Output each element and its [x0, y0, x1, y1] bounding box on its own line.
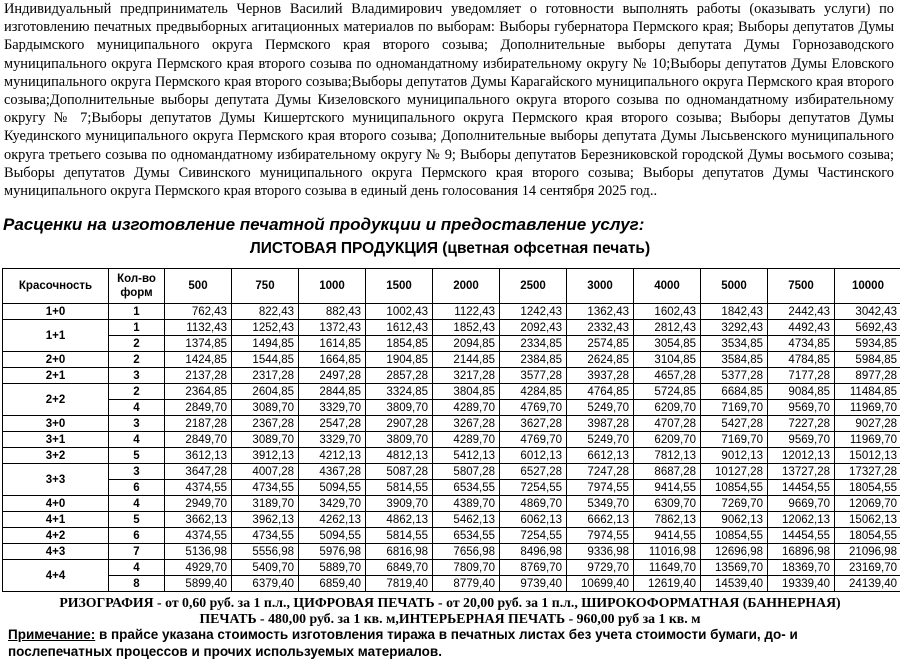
- price-cell: 3329,70: [299, 432, 366, 448]
- price-cell: 4492,43: [768, 320, 835, 336]
- price-cell: 1614,85: [299, 336, 366, 352]
- price-cell: 3267,28: [433, 416, 500, 432]
- price-cell: 13727,28: [768, 464, 835, 480]
- price-cell: 7809,70: [433, 560, 500, 576]
- price-cell: 3089,70: [232, 400, 299, 416]
- footer-services-line-2: ПЕЧАТЬ - 480,00 руб. за 1 кв. м,ИНТЕРЬЕРНАЯ ПЕЧАТЬ - 960,00 руб за 1 кв. м: [199, 611, 701, 626]
- price-cell: 7169,70: [701, 432, 768, 448]
- header-qty: 4000: [634, 269, 701, 304]
- price-cell: 9569,70: [768, 432, 835, 448]
- forms-cell: 2: [109, 384, 165, 400]
- price-cell: 6859,40: [299, 576, 366, 592]
- price-cell: 5349,70: [567, 496, 634, 512]
- price-cell: 8779,40: [433, 576, 500, 592]
- price-cell: 10854,55: [701, 528, 768, 544]
- price-cell: 12062,13: [768, 512, 835, 528]
- price-cell: 18054,55: [835, 480, 900, 496]
- forms-cell: 2: [109, 352, 165, 368]
- price-cell: 5556,98: [232, 544, 299, 560]
- price-cell: 5427,28: [701, 416, 768, 432]
- price-cell: 15012,13: [835, 448, 900, 464]
- price-cell: 4374,55: [165, 528, 232, 544]
- price-cell: 13569,70: [701, 560, 768, 576]
- price-cell: 5807,28: [433, 464, 500, 480]
- price-cell: 1002,43: [366, 304, 433, 320]
- price-cell: 3324,85: [366, 384, 433, 400]
- table-row: [3, 576, 900, 592]
- price-table: [2, 268, 900, 592]
- price-cell: 7177,28: [768, 368, 835, 384]
- price-cell: 8496,98: [500, 544, 567, 560]
- price-cell: 2384,85: [500, 352, 567, 368]
- color-cell: 1+0: [3, 304, 109, 320]
- price-cell: 7254,55: [500, 480, 567, 496]
- price-cell: 6527,28: [500, 464, 567, 480]
- price-cell: 9084,85: [768, 384, 835, 400]
- color-cell: 4+1: [3, 512, 109, 528]
- price-cell: 8769,70: [500, 560, 567, 576]
- price-cell: 15062,13: [835, 512, 900, 528]
- price-cell: 2849,70: [165, 432, 232, 448]
- note-label: Примечание:: [8, 627, 96, 642]
- price-cell: 6534,55: [433, 480, 500, 496]
- price-cell: 2092,43: [500, 320, 567, 336]
- price-cell: 4707,28: [634, 416, 701, 432]
- price-cell: 6012,13: [500, 448, 567, 464]
- price-cell: 5094,55: [299, 528, 366, 544]
- price-cell: 2857,28: [366, 368, 433, 384]
- price-cell: 1132,43: [165, 320, 232, 336]
- price-cell: 2187,28: [165, 416, 232, 432]
- table-row: [3, 480, 900, 496]
- color-cell: 4+3: [3, 544, 109, 560]
- price-cell: 7247,28: [567, 464, 634, 480]
- price-cell: 1374,85: [165, 336, 232, 352]
- note-text: в прайсе указана стоимость изготовления тиража в печатных листах без учета стоимости бумаги, до- и послепечатных процессов и прочих используемых материалов.: [8, 627, 798, 659]
- price-cell: 8687,28: [634, 464, 701, 480]
- price-cell: 3104,85: [634, 352, 701, 368]
- price-cell: 3612,13: [165, 448, 232, 464]
- price-cell: 5984,85: [835, 352, 900, 368]
- price-cell: 2907,28: [366, 416, 433, 432]
- price-cell: 7862,13: [634, 512, 701, 528]
- color-cell: 1+1: [3, 320, 109, 352]
- price-cell: 1122,43: [433, 304, 500, 320]
- intro-paragraph: Индивидуальный предприниматель Чернов Василий Владимирович уведомляет о готовности выполнять работы (оказывать услуги) по изготовлению печатных предвыборных агитационных материалов по выборам: Выборы губернатора Пермского края; Выборы депутатов Думы Бардымского муниципального округа Пермского края второго созыва; Дополнительные выборы депутата Думы Горнозаводского муниципального округа Пермского края второго созыва по одномандатному избирательному округу № 10;Выборы депутатов Думы Еловского муниципального округа Пермского края второго созыва;Выборы депутатов Думы Карагайского муниципального округа Пермского края второго созыва;Дополнительные выборы депутата Думы Кизеловского муниципального округа второго созыва по одномандатному избирательному округу № 7;Выборы депутатов Думы Кишертского муниципального округа Пермского края второго созыва; Выборы депутатов Думы Куединского муниципального округа Пермского края второго созыва; Дополнительные выборы депутата Думы Лысьвенского муниципального округа третьего созыва по одномандатному избирательному округу № 9; Выборы депутатов Березниковской городской Думы восьмого созыва; Выборы депутатов Думы Сивинского муниципального округа Пермского края второго созыва; Выборы депутатов Думы Частинского муниципального округа Пермского края второго созыва в единый день голосования 14 сентября 2025 год..: [4, 1, 894, 200]
- forms-cell: 2: [109, 336, 165, 352]
- price-cell: 2497,28: [299, 368, 366, 384]
- price-cell: 6534,55: [433, 528, 500, 544]
- price-cell: 5814,55: [366, 480, 433, 496]
- price-cell: 5899,40: [165, 576, 232, 592]
- forms-cell: 3: [109, 416, 165, 432]
- price-cell: 9739,40: [500, 576, 567, 592]
- price-cell: 2334,85: [500, 336, 567, 352]
- price-cell: 16896,98: [768, 544, 835, 560]
- price-cell: 19339,40: [768, 576, 835, 592]
- price-cell: 3217,28: [433, 368, 500, 384]
- price-cell: 2812,43: [634, 320, 701, 336]
- header-qty: 2000: [433, 269, 500, 304]
- price-cell: 1602,43: [634, 304, 701, 320]
- price-cell: 1852,43: [433, 320, 500, 336]
- table-row: [3, 496, 900, 512]
- price-cell: 23169,70: [835, 560, 900, 576]
- price-cell: 9027,28: [835, 416, 900, 432]
- price-cell: 11016,98: [634, 544, 701, 560]
- price-cell: 7974,55: [567, 528, 634, 544]
- price-cell: 2849,70: [165, 400, 232, 416]
- price-cell: 4657,28: [634, 368, 701, 384]
- price-cell: 3292,43: [701, 320, 768, 336]
- price-cell: 5087,28: [366, 464, 433, 480]
- price-cell: 5462,13: [433, 512, 500, 528]
- price-cell: 1854,85: [366, 336, 433, 352]
- color-cell: 4+0: [3, 496, 109, 512]
- price-cell: 10854,55: [701, 480, 768, 496]
- price-cell: 3909,70: [366, 496, 433, 512]
- price-cell: 1842,43: [701, 304, 768, 320]
- price-cell: 9012,13: [701, 448, 768, 464]
- table-row: [3, 432, 900, 448]
- price-cell: 18054,55: [835, 528, 900, 544]
- price-cell: 4212,13: [299, 448, 366, 464]
- price-cell: 11649,70: [634, 560, 701, 576]
- price-cell: 5976,98: [299, 544, 366, 560]
- header-qty: 3000: [567, 269, 634, 304]
- price-cell: 12012,13: [768, 448, 835, 464]
- price-cell: 3809,70: [366, 432, 433, 448]
- price-cell: 5889,70: [299, 560, 366, 576]
- table-row: [3, 336, 900, 352]
- price-cell: 3987,28: [567, 416, 634, 432]
- table-row: [3, 400, 900, 416]
- price-cell: 3042,43: [835, 304, 900, 320]
- price-cell: 2332,43: [567, 320, 634, 336]
- price-cell: 2094,85: [433, 336, 500, 352]
- price-cell: 11969,70: [835, 432, 900, 448]
- price-cell: 2364,85: [165, 384, 232, 400]
- price-cell: 10127,28: [701, 464, 768, 480]
- table-row: [3, 560, 900, 576]
- price-cell: 6379,40: [232, 576, 299, 592]
- price-cell: 4769,70: [500, 432, 567, 448]
- price-cell: 1494,85: [232, 336, 299, 352]
- price-cell: 4734,85: [768, 336, 835, 352]
- table-row: [3, 512, 900, 528]
- price-cell: 14539,40: [701, 576, 768, 592]
- price-subheading: ЛИСТОВАЯ ПРОДУКЦИЯ (цветная офсетная печать): [249, 240, 651, 257]
- color-cell: 2+0: [3, 352, 109, 368]
- price-cell: 3329,70: [299, 400, 366, 416]
- price-cell: 3054,85: [634, 336, 701, 352]
- price-cell: 3662,13: [165, 512, 232, 528]
- forms-cell: 3: [109, 464, 165, 480]
- price-cell: 822,43: [232, 304, 299, 320]
- color-cell: 2+1: [3, 368, 109, 384]
- price-cell: 9414,55: [634, 480, 701, 496]
- price-cell: 6612,13: [567, 448, 634, 464]
- price-cell: 24139,40: [835, 576, 900, 592]
- price-cell: 2367,28: [232, 416, 299, 432]
- price-cell: 3584,85: [701, 352, 768, 368]
- table-row: [3, 352, 900, 368]
- forms-cell: 5: [109, 512, 165, 528]
- header-qty: 10000: [835, 269, 900, 304]
- price-cell: 14454,55: [768, 480, 835, 496]
- price-cell: 2442,43: [768, 304, 835, 320]
- price-cell: 2144,85: [433, 352, 500, 368]
- price-cell: 10699,40: [567, 576, 634, 592]
- price-cell: 2624,85: [567, 352, 634, 368]
- price-cell: 4374,55: [165, 480, 232, 496]
- forms-cell: 3: [109, 368, 165, 384]
- price-cell: 1242,43: [500, 304, 567, 320]
- price-cell: 6062,13: [500, 512, 567, 528]
- price-cell: 9569,70: [768, 400, 835, 416]
- price-cell: 5934,85: [835, 336, 900, 352]
- price-cell: 4734,55: [232, 528, 299, 544]
- price-cell: 3089,70: [232, 432, 299, 448]
- price-cell: 2137,28: [165, 368, 232, 384]
- forms-cell: 4: [109, 560, 165, 576]
- price-cell: 3577,28: [500, 368, 567, 384]
- color-cell: 3+1: [3, 432, 109, 448]
- table-row: [3, 544, 900, 560]
- color-cell: 2+2: [3, 384, 109, 416]
- price-cell: 5249,70: [567, 432, 634, 448]
- price-cell: 12619,40: [634, 576, 701, 592]
- forms-cell: 6: [109, 480, 165, 496]
- price-cell: 4262,13: [299, 512, 366, 528]
- price-cell: 3962,13: [232, 512, 299, 528]
- price-cell: 5249,70: [567, 400, 634, 416]
- price-cell: 1372,43: [299, 320, 366, 336]
- price-cell: 6209,70: [634, 400, 701, 416]
- price-cell: 18369,70: [768, 560, 835, 576]
- price-cell: 4812,13: [366, 448, 433, 464]
- price-cell: 9729,70: [567, 560, 634, 576]
- price-cell: 11969,70: [835, 400, 900, 416]
- table-row: [3, 368, 900, 384]
- table-row: [3, 416, 900, 432]
- price-cell: 7254,55: [500, 528, 567, 544]
- forms-cell: 7: [109, 544, 165, 560]
- forms-cell: 1: [109, 304, 165, 320]
- price-cell: 9336,98: [567, 544, 634, 560]
- price-cell: 6309,70: [634, 496, 701, 512]
- price-cell: 4784,85: [768, 352, 835, 368]
- table-row: [3, 528, 900, 544]
- header-qty: 1500: [366, 269, 433, 304]
- price-cell: 2317,28: [232, 368, 299, 384]
- price-cell: 5692,43: [835, 320, 900, 336]
- forms-cell: 8: [109, 576, 165, 592]
- price-cell: 9669,70: [768, 496, 835, 512]
- price-cell: 3809,70: [366, 400, 433, 416]
- price-cell: 2949,70: [165, 496, 232, 512]
- header-forms: Кол-во форм: [109, 269, 165, 304]
- price-cell: 5724,85: [634, 384, 701, 400]
- price-cell: 9414,55: [634, 528, 701, 544]
- header-qty: 750: [232, 269, 299, 304]
- price-cell: 12696,98: [701, 544, 768, 560]
- price-cell: 7227,28: [768, 416, 835, 432]
- price-cell: 3647,28: [165, 464, 232, 480]
- price-cell: 5412,13: [433, 448, 500, 464]
- price-table-body: [3, 304, 900, 592]
- price-cell: 1252,43: [232, 320, 299, 336]
- price-cell: 4289,70: [433, 432, 500, 448]
- price-cell: 882,43: [299, 304, 366, 320]
- table-row: [3, 448, 900, 464]
- header-qty: 7500: [768, 269, 835, 304]
- color-cell: 3+3: [3, 464, 109, 496]
- price-cell: 4734,55: [232, 480, 299, 496]
- price-cell: 6816,98: [366, 544, 433, 560]
- header-qty: 1000: [299, 269, 366, 304]
- price-cell: 4769,70: [500, 400, 567, 416]
- price-cell: 1544,85: [232, 352, 299, 368]
- price-cell: 762,43: [165, 304, 232, 320]
- price-cell: 6662,13: [567, 512, 634, 528]
- price-cell: 7269,70: [701, 496, 768, 512]
- price-cell: 21096,98: [835, 544, 900, 560]
- price-cell: 2844,85: [299, 384, 366, 400]
- price-cell: 3627,28: [500, 416, 567, 432]
- price-cell: 4764,85: [567, 384, 634, 400]
- price-cell: 1424,85: [165, 352, 232, 368]
- price-cell: 4929,70: [165, 560, 232, 576]
- table-row: [3, 384, 900, 400]
- price-cell: 2574,85: [567, 336, 634, 352]
- price-cell: 4284,85: [500, 384, 567, 400]
- price-cell: 4389,70: [433, 496, 500, 512]
- header-color: Красочность: [3, 269, 109, 304]
- price-cell: 3534,85: [701, 336, 768, 352]
- price-cell: 1904,85: [366, 352, 433, 368]
- price-cell: 1362,43: [567, 304, 634, 320]
- color-cell: 4+2: [3, 528, 109, 544]
- price-cell: 5377,28: [701, 368, 768, 384]
- price-cell: 1664,85: [299, 352, 366, 368]
- table-row: [3, 320, 900, 336]
- price-cell: 9062,13: [701, 512, 768, 528]
- price-cell: 7169,70: [701, 400, 768, 416]
- price-cell: 3429,70: [299, 496, 366, 512]
- price-cell: 4862,13: [366, 512, 433, 528]
- forms-cell: 4: [109, 400, 165, 416]
- table-header-row: [3, 269, 900, 304]
- price-cell: 11484,85: [835, 384, 900, 400]
- price-cell: 4367,28: [299, 464, 366, 480]
- forms-cell: 4: [109, 496, 165, 512]
- price-cell: 7819,40: [366, 576, 433, 592]
- forms-cell: 4: [109, 432, 165, 448]
- price-cell: 6209,70: [634, 432, 701, 448]
- price-cell: 7812,13: [634, 448, 701, 464]
- price-cell: 7656,98: [433, 544, 500, 560]
- color-cell: 4+4: [3, 560, 109, 592]
- price-cell: 3937,28: [567, 368, 634, 384]
- price-cell: 1612,43: [366, 320, 433, 336]
- price-cell: 4289,70: [433, 400, 500, 416]
- price-cell: 4869,70: [500, 496, 567, 512]
- color-cell: 3+2: [3, 448, 109, 464]
- price-cell: 6849,70: [366, 560, 433, 576]
- price-cell: 3189,70: [232, 496, 299, 512]
- header-qty: 500: [165, 269, 232, 304]
- price-cell: 8977,28: [835, 368, 900, 384]
- price-cell: 5136,98: [165, 544, 232, 560]
- price-cell: 6684,85: [701, 384, 768, 400]
- price-cell: 5814,55: [366, 528, 433, 544]
- table-row: [3, 464, 900, 480]
- forms-cell: 6: [109, 528, 165, 544]
- table-row: [3, 304, 900, 320]
- price-cell: 5094,55: [299, 480, 366, 496]
- color-cell: 3+0: [3, 416, 109, 432]
- price-heading: Расценки на изготовление печатной продукции и предоставление услуг:: [3, 215, 645, 234]
- price-cell: 3912,13: [232, 448, 299, 464]
- forms-cell: 1: [109, 320, 165, 336]
- price-cell: 5409,70: [232, 560, 299, 576]
- price-cell: 17327,28: [835, 464, 900, 480]
- price-cell: 2604,85: [232, 384, 299, 400]
- price-cell: 7974,55: [567, 480, 634, 496]
- price-cell: 4007,28: [232, 464, 299, 480]
- price-cell: 2547,28: [299, 416, 366, 432]
- price-cell: 12069,70: [835, 496, 900, 512]
- forms-cell: 5: [109, 448, 165, 464]
- footer-services-line-1: РИЗОГРАФИЯ - от 0,60 руб. за 1 п.л., ЦИФРОВАЯ ПЕЧАТЬ - от 20,00 руб. за 1 п.л., ШИРОКОФОРМАТНАЯ (БАННЕРНАЯ): [59, 595, 841, 610]
- price-cell: 3804,85: [433, 384, 500, 400]
- header-qty: 2500: [500, 269, 567, 304]
- price-cell: 14454,55: [768, 528, 835, 544]
- header-qty: 5000: [701, 269, 768, 304]
- note: [8, 626, 894, 660]
